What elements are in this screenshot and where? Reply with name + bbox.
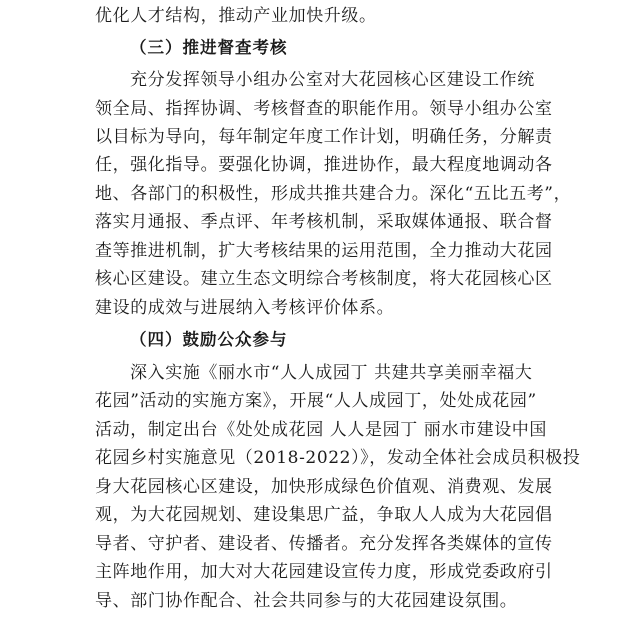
- paragraph-line: 查等推进机制，扩大考核结果的运用范围，全力推动大花园: [95, 241, 553, 261]
- section-heading: （三）推进督查考核: [130, 38, 288, 57]
- paragraph-line: 地、各部门的积极性，形成共推共建合力。深化“五比五考”，: [95, 184, 572, 204]
- paragraph-line: 导者、守护者、建设者、传播者。充分发挥各类媒体的宣传: [95, 534, 553, 554]
- paragraph-line: 活动，制定出台《处处成花园 人人是园丁 丽水市建设中国: [95, 420, 548, 440]
- paragraph-line: 深入实施《丽水市“人人成园丁 共建共享美丽幸福大: [130, 363, 533, 383]
- paragraph-line: 观，为大花园规划、建设集思广益，争取人人成为大花园倡: [95, 505, 553, 525]
- paragraph-line: 花园乡村实施意见（2018-2022）》，发动全体社会成员积极投: [95, 448, 581, 468]
- paragraph-line: 建设的成效与进展纳入考核评价体系。: [95, 298, 395, 318]
- paragraph-line: 以目标为导向，每年制定年度工作计划，明确任务，分解责: [95, 127, 553, 147]
- paragraph-line: 充分发挥领导小组办公室对大花园核心区建设工作统: [130, 70, 535, 90]
- section-heading: （四）鼓励公众参与: [130, 330, 288, 349]
- paragraph-line: 导、部门协作配合、社会共同参与的大花园建设氛围。: [95, 591, 518, 611]
- paragraph-line: 核心区建设。建立生态文明综合考核制度，将大花园核心区: [95, 269, 553, 289]
- paragraph-line: 身大花园核心区建设，加快形成绿色价值观、消费观、发展: [95, 477, 553, 497]
- paragraph-line: 领全局、指挥协调、考核督查的职能作用。领导小组办公室: [95, 99, 553, 119]
- paragraph-line: 任，强化指导。要强化协调，推进协作，最大程度地调动各: [95, 155, 553, 175]
- paragraph-line: 主阵地作用，加大对大花园建设宣传力度，形成党委政府引: [95, 562, 553, 582]
- paragraph-line: 优化人才结构，推动产业加快升级。: [95, 6, 377, 26]
- paragraph-line: 落实月通报、季点评、年考核机制，采取媒体通报、联合督: [95, 212, 553, 232]
- paragraph-line: 花园”活动的实施方案》，开展“人人成园丁，处处成花园”: [95, 391, 537, 411]
